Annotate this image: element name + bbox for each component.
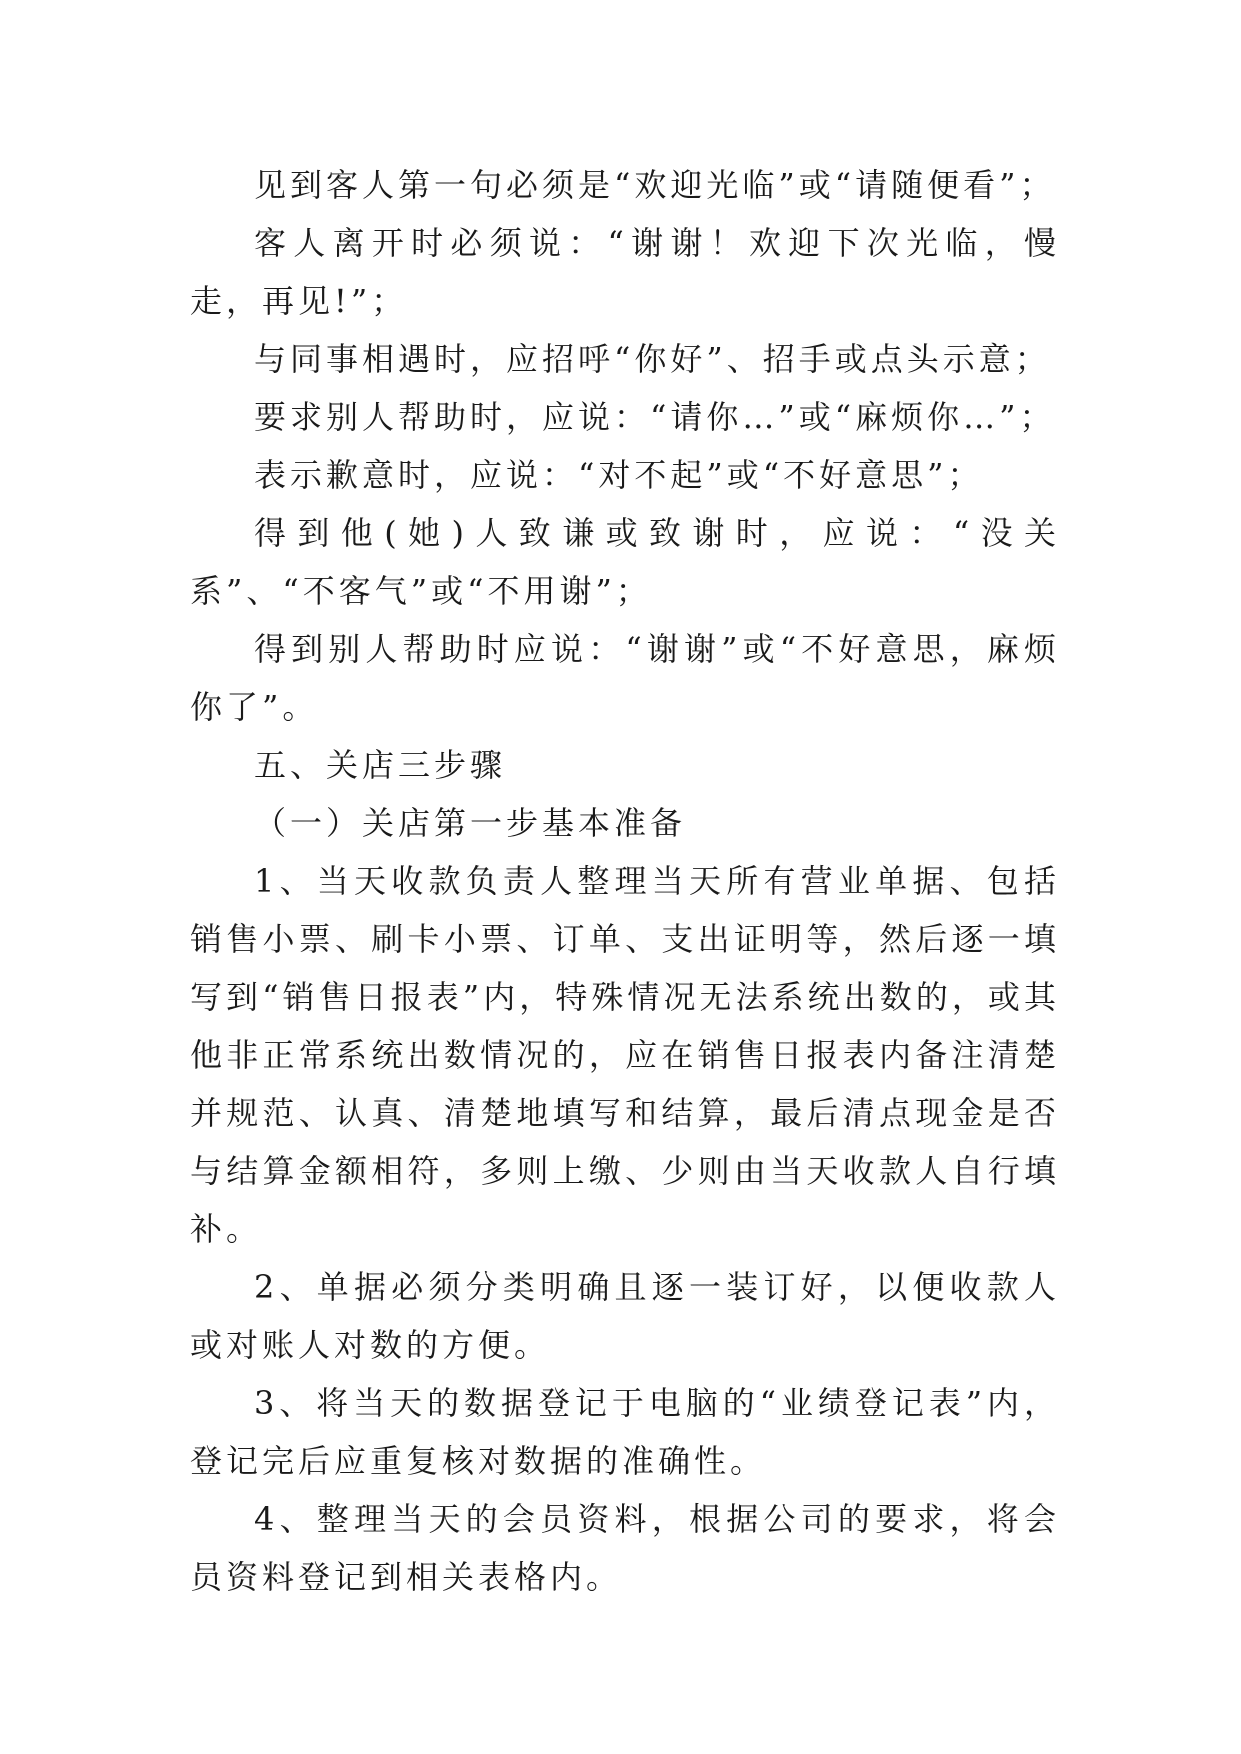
paragraph-apology: 表示歉意时，应说：“对不起”或“不好意思”；: [254, 456, 984, 494]
paragraph-reply-thanks: 得到他(她)人致谦或致谢时，应说：“没关系”、“不客气”或“不用谢”；: [190, 514, 1060, 610]
list-item: 2、单据必须分类明确且逐一装订好，以便收款人或对账人对数的方便。: [190, 1268, 1060, 1364]
list-item: 3、将当天的数据登记于电脑的“业绩登记表”内，登记完后应重复核对数据的准确性。: [190, 1384, 1060, 1480]
subsection-heading: （一）关店第一步基本准备: [254, 804, 687, 842]
paragraph-greeting: 见到客人第一句必须是“欢迎光临”或“请随便看”；: [254, 166, 1056, 204]
paragraph-request-help: 要求别人帮助时，应说：“请你…”或“麻烦你…”；: [254, 398, 1056, 436]
paragraph-farewell: 客人离开时必须说：“谢谢！欢迎下次光临，慢走，再见!”；: [190, 224, 1060, 320]
section-heading: 五、关店三步骤: [254, 746, 507, 784]
paragraph-receive-help: 得到别人帮助时应说：“谢谢”或“不好意思，麻烦你了”。: [190, 630, 1060, 726]
paragraph-colleague-greeting: 与同事相遇时，应招呼“你好”、招手或点头示意；: [254, 340, 1051, 378]
document-body: [190, 156, 1060, 1606]
list-item: 4、整理当天的会员资料，根据公司的要求，将会员资料登记到相关表格内。: [190, 1500, 1060, 1596]
list-item: 1、当天收款负责人整理当天所有营业单据、包括销售小票、刷卡小票、订单、支出证明等，然后逐一填写到“销售日报表”内，特殊情况无法系统出数的，或其他非正常系统出数情况的，应在销售日报表内备注清楚并规范、认真、清楚地填写和结算，最后清点现金是否与结算金额相符，多则上缴、少则由当天收款人自行填补。: [190, 862, 1060, 1248]
